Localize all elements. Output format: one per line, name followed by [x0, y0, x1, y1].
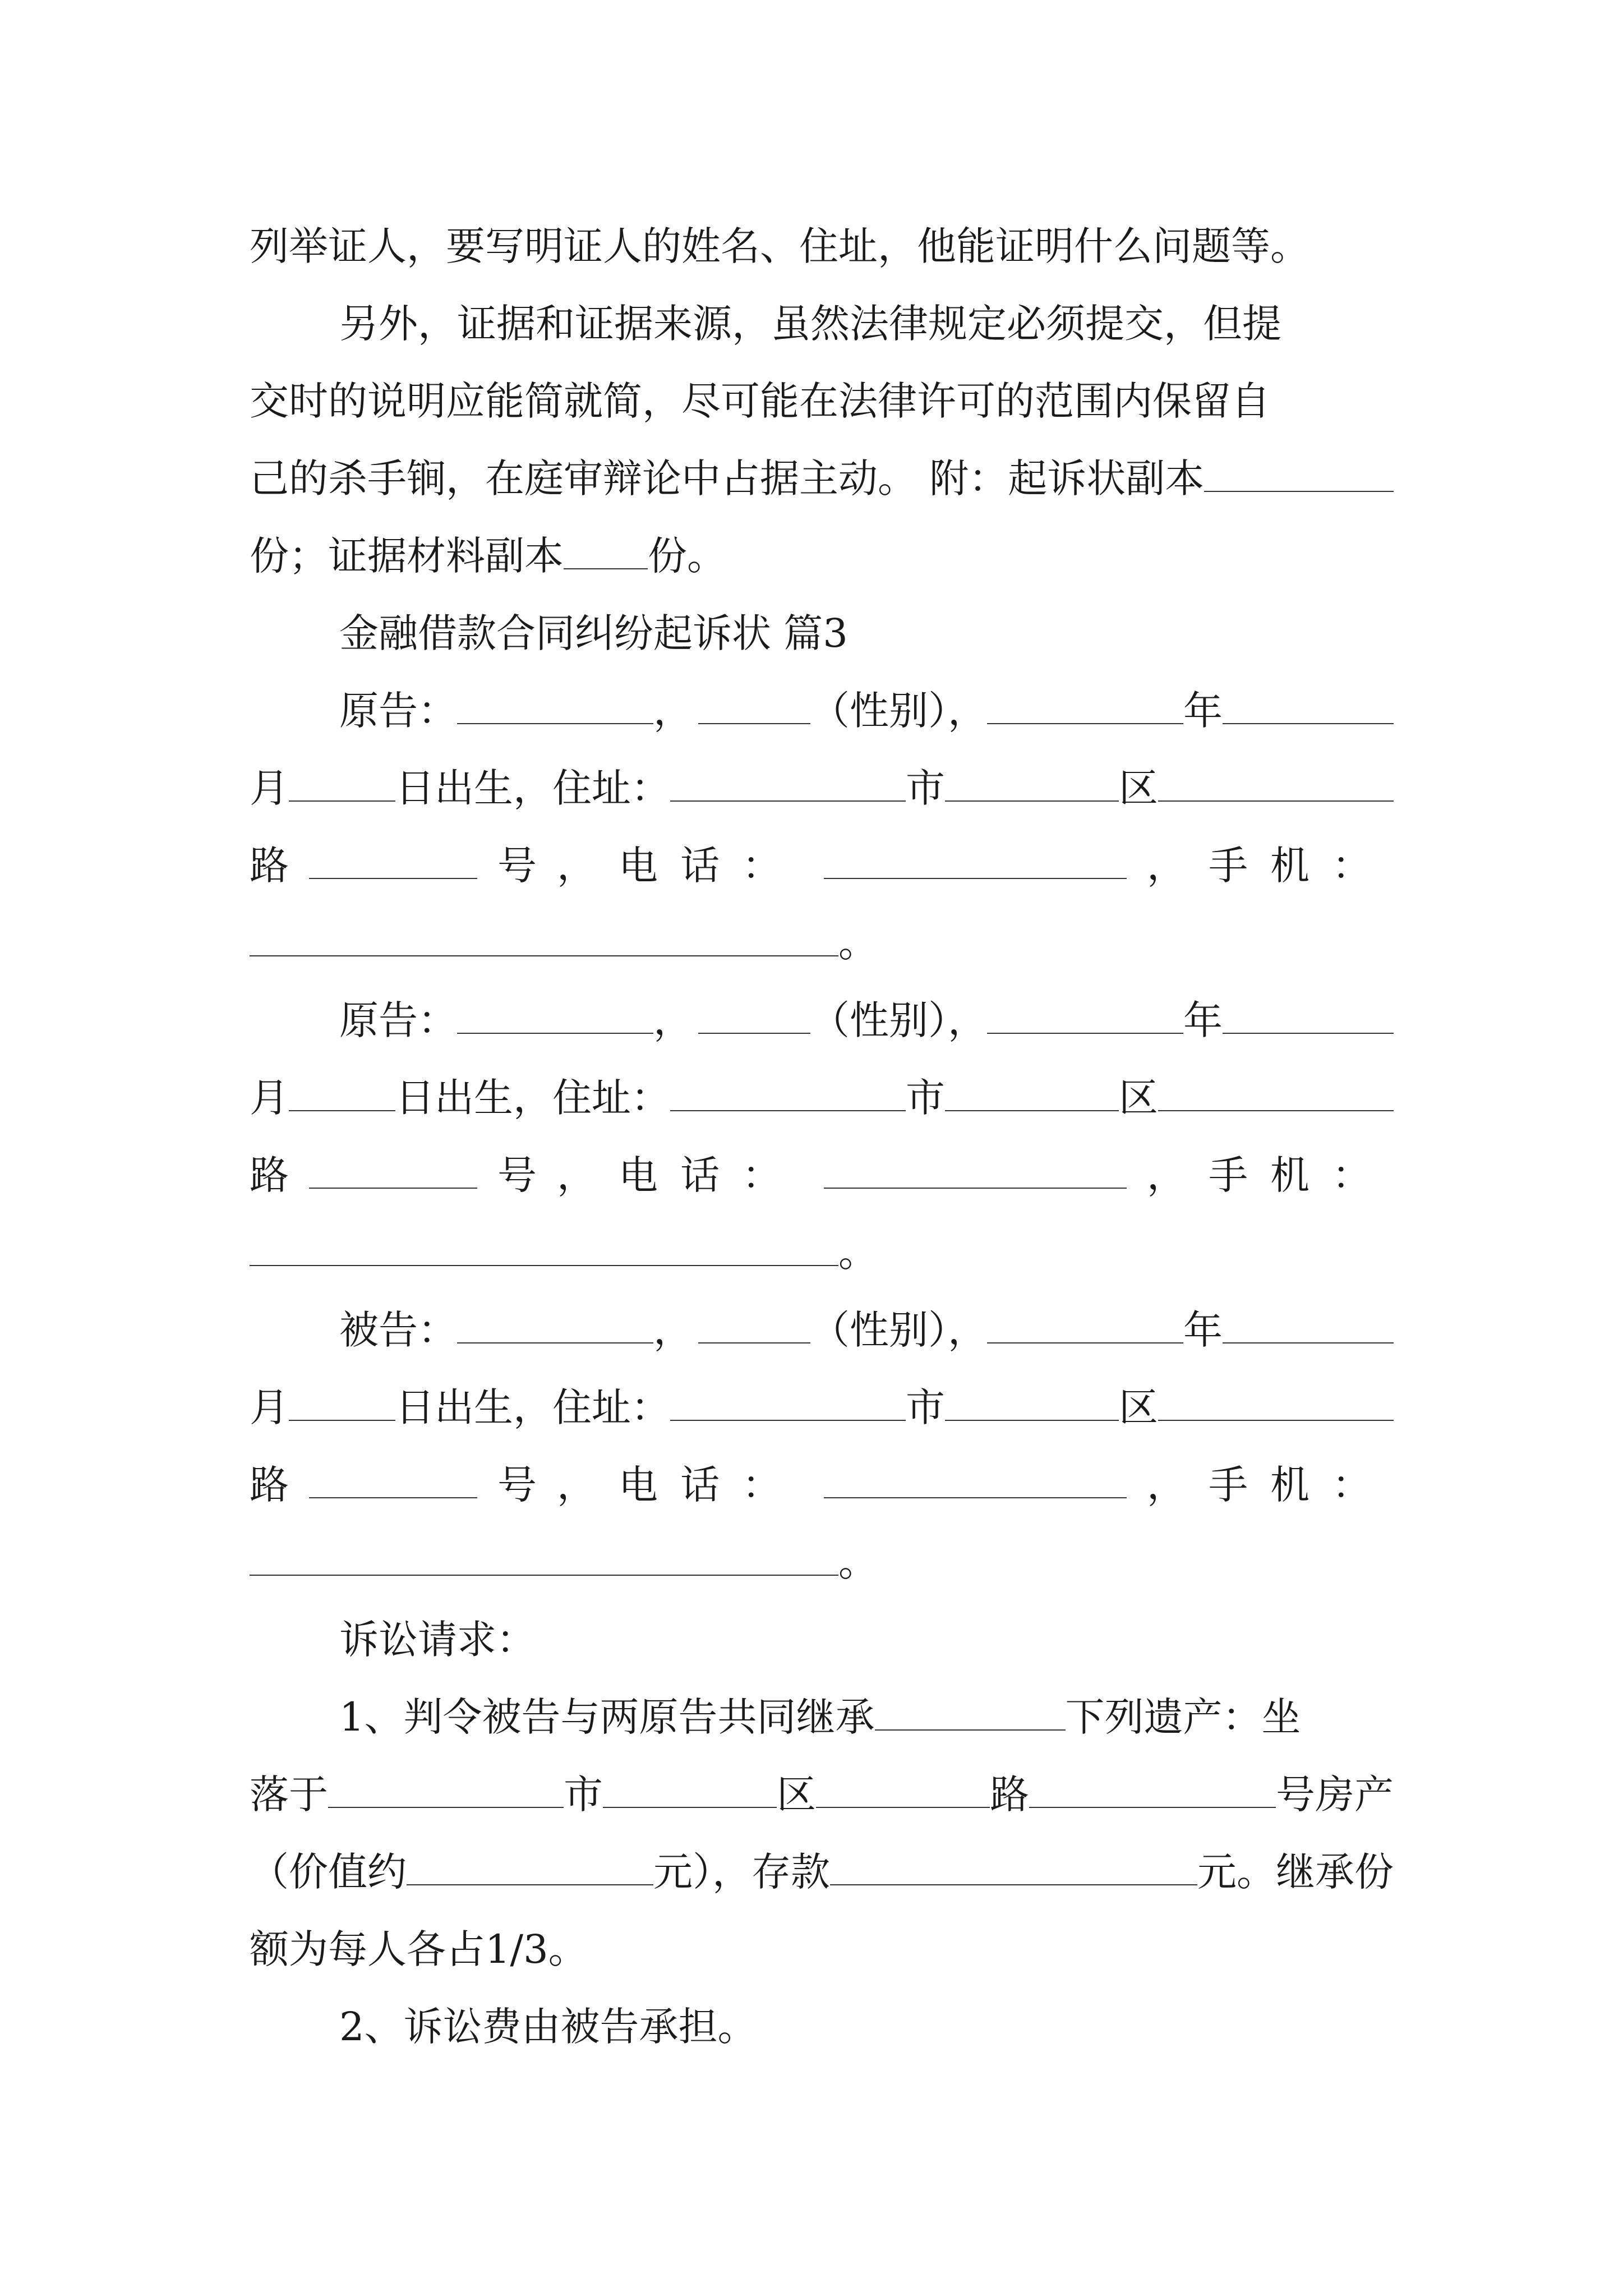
claim-line: [250, 1756, 1394, 1833]
name-blank: [698, 1342, 810, 1343]
party-line-2: [250, 1369, 1394, 1446]
road-blank: [1158, 800, 1394, 802]
day-blank: [289, 1110, 395, 1111]
label: 月: [250, 765, 289, 811]
paragraph-text: 份；证据材料副本: [250, 533, 564, 579]
label: ，: [653, 1307, 693, 1353]
number-blank: [309, 878, 477, 879]
claim-line: [250, 1833, 1394, 1911]
text-line: [250, 440, 1394, 517]
paragraph-text: 额为每人各占1/3。: [250, 1926, 588, 1972]
label: 市: [906, 1075, 945, 1121]
fill-blank: [1204, 491, 1394, 492]
party-line-1: [339, 672, 1394, 749]
claim-line: [250, 1911, 1394, 1988]
name-blank: [698, 1033, 810, 1034]
name-blank: [457, 1342, 653, 1343]
phone-blank: [824, 1497, 1127, 1498]
city-blank: [670, 800, 906, 802]
paragraph-text: 落于: [250, 1772, 328, 1818]
label: 区: [1119, 1075, 1158, 1121]
label: 。: [838, 1230, 878, 1276]
district-blank: [945, 1110, 1119, 1111]
day-blank: [289, 800, 395, 802]
phone-blank: [824, 878, 1127, 879]
party-line-4: [250, 1524, 1394, 1601]
label: 。: [838, 920, 878, 966]
month-blank: [1223, 723, 1394, 724]
month-blank: [1223, 1342, 1394, 1343]
label: 日出生，住址：: [395, 1384, 670, 1430]
label: 月: [250, 1384, 289, 1430]
party-line-4: [250, 904, 1394, 982]
party-role: 被告：: [339, 1307, 457, 1353]
section-title: [339, 595, 1394, 672]
label: ，手机：: [1147, 843, 1394, 889]
party-line-1: [339, 1291, 1394, 1369]
name-blank: [457, 1033, 653, 1034]
label: ，电话：: [557, 1152, 804, 1198]
number-blank: [1029, 1807, 1276, 1808]
claim-line: [339, 1988, 1394, 2065]
paragraph-text: 另外，证据和证据来源，虽然法律规定必须提交，但提: [339, 301, 1281, 347]
road-blank: [1158, 1110, 1394, 1111]
label: 路: [990, 1772, 1029, 1818]
year-blank: [987, 1033, 1183, 1034]
label: ，: [653, 688, 693, 734]
label: ，手机：: [1147, 1462, 1394, 1508]
label: 路: [250, 1462, 289, 1508]
label: 路: [250, 843, 289, 889]
party-role: 原告：: [339, 997, 457, 1043]
month-blank: [1223, 1033, 1394, 1034]
paragraph-text: 元），存款: [653, 1849, 830, 1895]
party-line-2: [250, 1059, 1394, 1137]
city-blank: [670, 1110, 906, 1111]
text-line: [339, 285, 1394, 362]
road-blank: [816, 1807, 990, 1808]
deposit-blank: [830, 1884, 1197, 1885]
label: ，: [653, 997, 693, 1043]
label: 市: [906, 1384, 945, 1430]
city-blank: [670, 1420, 906, 1421]
value-blank: [407, 1884, 653, 1885]
number-blank: [309, 1188, 477, 1189]
party-line-3: [250, 1137, 1394, 1214]
section-title-text: 金融借款合同纠纷起诉状 篇3: [339, 610, 848, 656]
district-blank: [945, 800, 1119, 802]
label: （性别），: [810, 997, 987, 1043]
label: 号: [497, 843, 537, 889]
label: 区: [777, 1772, 816, 1818]
label: 年: [1183, 997, 1223, 1043]
paragraph-text: 元。继承份: [1197, 1849, 1394, 1895]
claims-title: [339, 1601, 1394, 1678]
label: 日出生，住址：: [395, 1075, 670, 1121]
party-line-3: [250, 1446, 1394, 1524]
claims-title-text: 诉讼请求：: [339, 1617, 536, 1663]
label: 年: [1183, 688, 1223, 734]
label: 市: [906, 765, 945, 811]
fill-blank: [564, 568, 648, 569]
label: 号房产: [1276, 1772, 1394, 1818]
name-blank: [457, 723, 653, 724]
text-line: [250, 362, 1394, 440]
paragraph-text: 己的杀手锏，在庭审辩论中占据主动。 附：起诉状副本: [250, 455, 1205, 501]
paragraph-text: （价值约: [250, 1849, 407, 1895]
paragraph-text: 2、诉讼费由被告承担。: [339, 2004, 757, 2050]
label: （性别），: [810, 1307, 987, 1353]
label: 区: [1119, 765, 1158, 811]
paragraph-text: 份。: [648, 533, 726, 579]
label: 年: [1183, 1307, 1223, 1353]
year-blank: [987, 1342, 1183, 1343]
number-blank: [309, 1497, 477, 1498]
city-blank: [328, 1807, 564, 1808]
fill-blank: [875, 1729, 1066, 1731]
phone-blank: [824, 1188, 1127, 1189]
party-role: 原告：: [339, 688, 457, 734]
claim-line: [339, 1678, 1394, 1756]
label: 区: [1119, 1384, 1158, 1430]
paragraph-text: 1、判令被告与两原告共同继承: [339, 1694, 875, 1740]
label: 号: [497, 1462, 537, 1508]
district-blank: [945, 1420, 1119, 1421]
label: 日出生，住址：: [395, 765, 670, 811]
label: 路: [250, 1152, 289, 1198]
name-blank: [698, 723, 810, 724]
text-line: [250, 517, 1394, 595]
road-blank: [1158, 1420, 1394, 1421]
label: 市: [564, 1772, 603, 1818]
label: ，手机：: [1147, 1152, 1394, 1198]
party-line-2: [250, 749, 1394, 827]
mobile-blank: [250, 1265, 838, 1266]
party-line-1: [339, 982, 1394, 1059]
mobile-blank: [250, 1575, 838, 1576]
label: （性别），: [810, 688, 987, 734]
party-line-4: [250, 1214, 1394, 1291]
paragraph-text: 列举证人，要写明证人的姓名、住址，他能证明什么问题等。: [250, 223, 1310, 269]
label: ，电话：: [557, 843, 804, 889]
year-blank: [987, 723, 1183, 724]
label: 号: [497, 1152, 537, 1198]
paragraph-text: 交时的说明应能简就简，尽可能在法律许可的范围内保留自: [250, 378, 1270, 424]
label: 。: [838, 1539, 878, 1585]
district-blank: [603, 1807, 777, 1808]
day-blank: [289, 1420, 395, 1421]
label: 月: [250, 1075, 289, 1121]
mobile-blank: [250, 955, 838, 956]
paragraph-text: 下列遗产：坐: [1065, 1694, 1301, 1740]
party-line-3: [250, 827, 1394, 904]
text-line: [250, 208, 1394, 285]
label: ，电话：: [557, 1462, 804, 1508]
